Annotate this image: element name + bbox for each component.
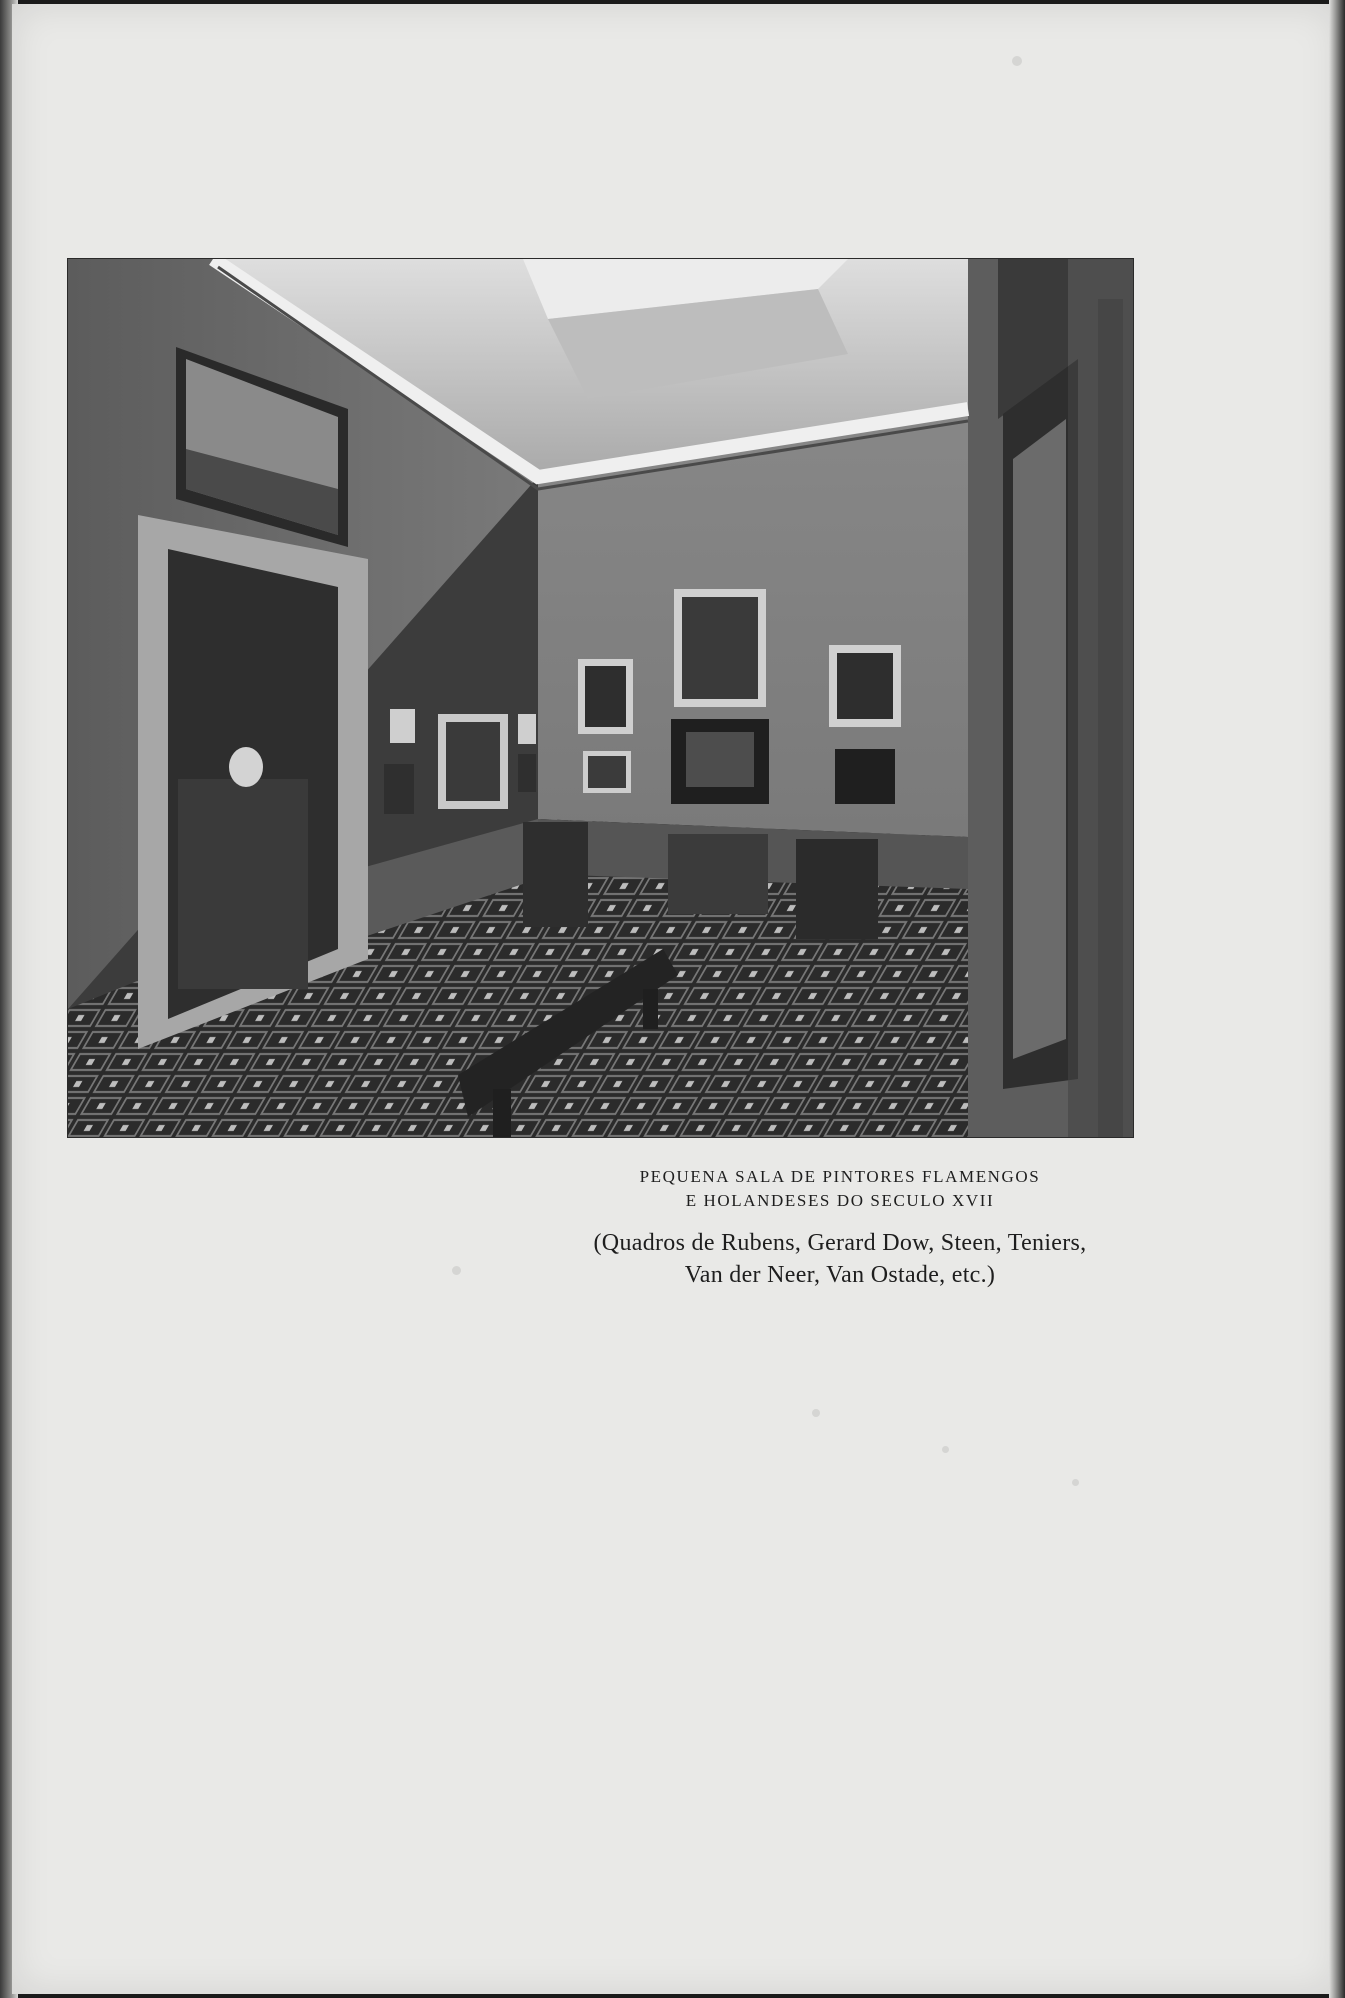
paper-spot — [942, 1446, 949, 1453]
paper-spot — [812, 1409, 820, 1417]
caption-subtitle-line-1: (Quadros de Rubens, Gerard Dow, Steen, Teniers, — [593, 1230, 1087, 1256]
page-edge-right — [1329, 0, 1345, 1998]
doorway-right — [998, 259, 1133, 1137]
paper-spot — [1012, 56, 1022, 66]
gallery-room-photograph — [68, 259, 1133, 1137]
marble-doorway-left — [138, 515, 368, 1049]
paper-spot — [452, 1266, 461, 1275]
caption-title-line-2: E HOLANDESES DO SECULO XVII — [685, 1191, 995, 1210]
paper-spot — [1072, 1479, 1079, 1486]
caption-subtitle-line-2: Van der Neer, Van Ostade, etc.) — [684, 1262, 996, 1288]
photo-caption — [520, 1165, 1160, 1291]
photograph-drawing — [68, 259, 1133, 1137]
caption-title-line-1: PEQUENA SALA DE PINTORES FLAMENGOS — [639, 1167, 1041, 1186]
